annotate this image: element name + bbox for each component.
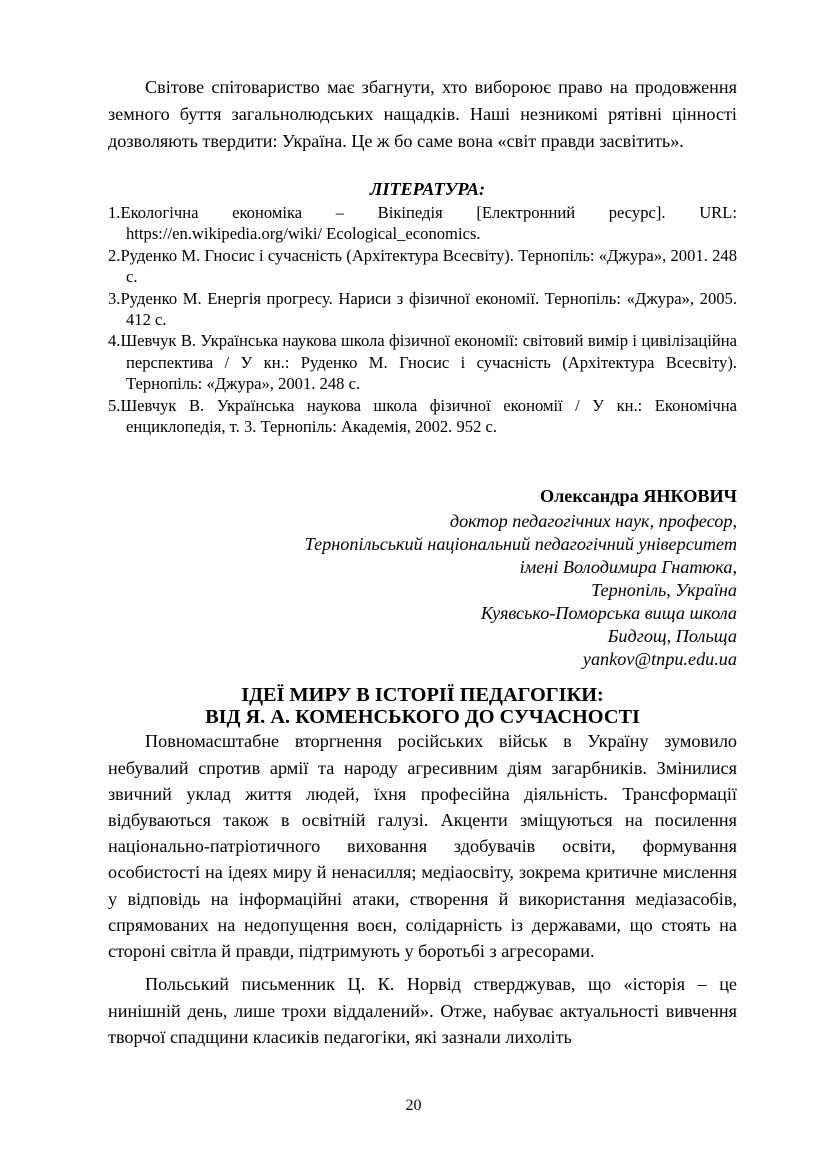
page-number: 20 [405, 1097, 422, 1114]
affiliation-line: Тернопіль, Україна [591, 580, 737, 601]
page-content [108, 74, 737, 1050]
affiliation-line: Тернопільський національний педагогічний університет [304, 534, 737, 555]
body-paragraph: Польський письменник Ц. К. Норвід стверджував, що «історія – це нинішній день, лише трохи віддалений». Отже, набуває актуальності вивчення творчої спадщини класиків педагогіки, які зазнали лихоліть [108, 974, 737, 1047]
reference-list [108, 202, 737, 437]
article-title-line: ІДЕЇ МИРУ В ІСТОРІЇ ПЕДАГОГІКИ: [241, 684, 604, 707]
literature-heading: ЛІТЕРАТУРА: [369, 179, 486, 199]
affiliation-line: Бидгощ, Польща [607, 626, 737, 647]
article-body [108, 728, 737, 1049]
reference-item: 4.Шевчук В. Українська наукова школа фізичної економії: світовий вимір і цивілізаційна перспектива / У кн.: Руденко М. Гносис і сучасність (Архітектура Всесвіту). Тернопіль: «Джура», 2001. 248 с. [108, 331, 737, 394]
affiliation-line: імені Володимира Гнатюка, [519, 557, 737, 578]
intro-paragraph: Світове спітовариство має збагнути, хто вибороює право на продовження земного буття загальнолюдських нащадків. Наші незникомі рятівні цінності дозволяють твердити: Україна. Це ж бо саме вона «світ правди засвітить». [108, 77, 737, 151]
reference-item: 1.Екологічна економіка – Вікіпедія [Електронний ресурс]. URL: https://en.wikipedia.org/wiki/ Ecological_economics. [108, 203, 737, 244]
author-name: Олександра ЯНКОВИЧ [539, 486, 737, 507]
body-paragraph: Повномасштабне вторгнення російських військ в Україну зумовило небувалий спротив армії та народу агресивним діям загарбників. Змінилися звичний уклад життя людей, їхня професійна діяльність. Трансформації відбуваються також в освітній галузі. Акценти зміщуються на посилення національно-патріотичного виховання здобувачів освіти, формування особистості на ідеях миру й ненасилля; медіаосвіту, зокрема критичне мислення у відповідь на інформаційні атаки, створення й використання медіазасобів, спрямованих на недопущення воєн, солідарність із державами, що стоять на стороні світла й правди, підтримують у боротьбі з агресорами. [108, 731, 737, 962]
author-block [108, 483, 737, 671]
reference-item: 5.Шевчук В. Українська наукова школа фізичної економії / У кн.: Економічна енциклопедія, т. 3. Тернопіль: Академія, 2002. 952 с. [108, 395, 737, 437]
reference-item: 2.Руденко М. Гносис і сучасність (Архітектура Всесвіту). Тернопіль: «Джура», 2001. 248 с. [108, 245, 737, 287]
article-title [108, 684, 737, 728]
article-title-line: ВІД Я. А. КОМЕНСЬКОГО ДО СУЧАСНОСТІ [205, 706, 640, 729]
affiliation-line: доктор педагогічних наук, професор, [449, 511, 737, 532]
reference-item: 3.Руденко М. Енергія прогресу. Нариси з фізичної економії. Тернопіль: «Джура», 2005. 412 с. [108, 288, 737, 330]
affiliation-line: Куявсько-Поморська вища школа [480, 603, 737, 624]
author-email: yankov@tnpu.edu.ua [582, 649, 737, 670]
